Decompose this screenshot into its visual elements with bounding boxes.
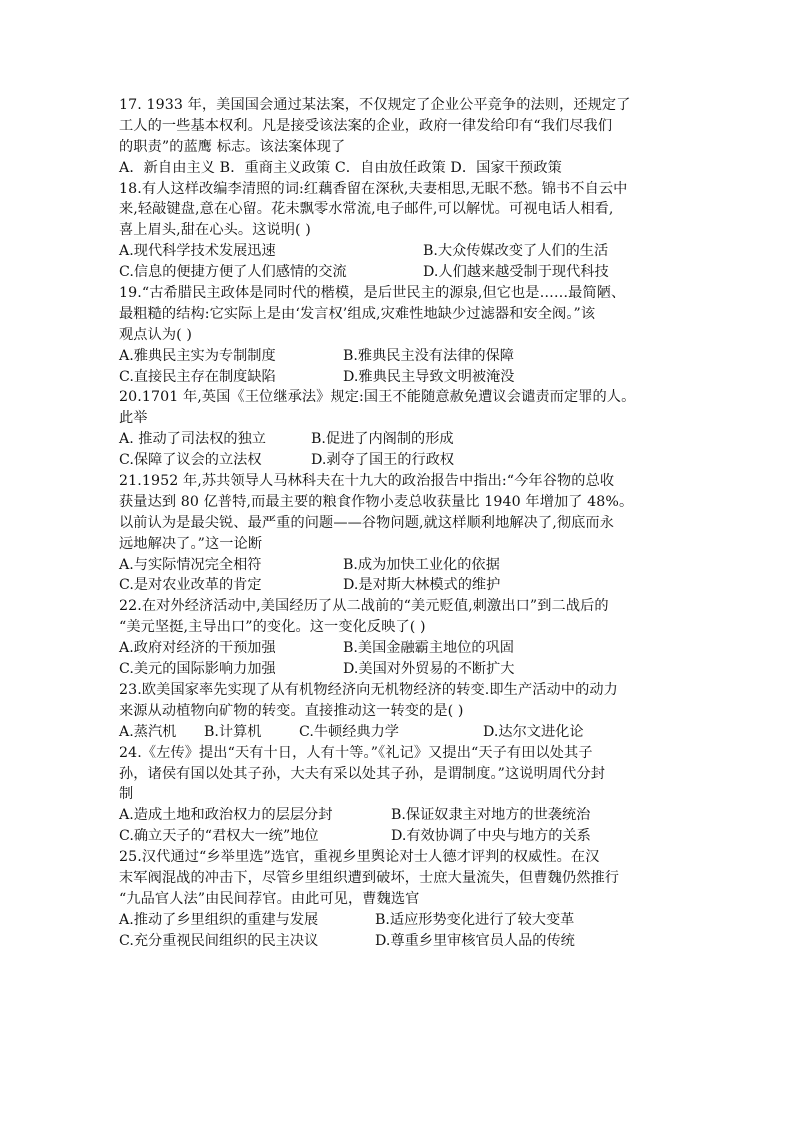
option-row [119,638,679,659]
question-text-line: 制 [119,786,134,803]
question-18 [119,179,679,283]
question-text-line: 21.1952 年,苏共领导人马林科夫在十九大的政治报告中指出:“今年谷物的总收 [119,473,615,490]
option-d: D.是对斯大林模式的维护 [343,577,501,594]
option-row [119,805,679,826]
option-c: C.充分重视民间组织的民主决议 [119,932,319,949]
question-text-line: 18.有人这样改编李清照的词:红藕香留在深秋,夫妻相思,无眠不愁。锦书不自云中 [119,180,628,197]
option-a: A.造成土地和政治权力的层层分封 [119,807,333,824]
question-19 [119,283,679,387]
question-text-line: “九品官人法”由民间荐官。由此可见，曹魏选官 [119,890,420,907]
exam-page [119,95,679,952]
option-row [119,575,679,596]
option-row [119,659,679,680]
option-row [119,931,679,952]
question-text-line: 19.“古希腊民主政体是同时代的楷模，是后世民主的源泉,但它也是……最简陋、 [119,285,626,302]
option-c: C.保障了议会的立法权 [119,452,262,469]
option-c: C.直接民主存在制度缺陷 [119,368,276,385]
question-text-line: 此举 [119,410,148,427]
option-a: A.现代科学技术发展迅速 [119,243,276,260]
question-22 [119,596,679,680]
question-text-line: 获量达到 80 亿普特,而最主要的粮食作物小麦总收获量比 1940 年增加了 48%。 [119,493,634,510]
option-b: B.美国金融霸主地位的巩固 [343,640,514,657]
option-b: B.计算机 [204,723,262,740]
option-row: A．新自由主义 B．重商主义政策 C．自由放任政策 D．国家干预政策 [119,159,562,176]
option-a: A.推动了乡里组织的重建与发展 [119,911,319,928]
option-c: C.美元的国际影响力加强 [119,661,276,678]
option-c: C.是对农业改革的肯定 [119,577,262,594]
question-text-line: 工人的一些基本权利。凡是接受该法案的企业，政府一律发给印有“我们尽我们 [119,117,613,134]
question-text-line: 观点认为( ) [119,326,193,343]
option-row [119,262,679,283]
option-b: B.适应形势变化进行了较大变革 [375,911,575,928]
option-a: A. 推动了司法权的独立 [119,431,266,448]
option-a: A.蒸汽机 [119,723,177,740]
question-text-line: 孙，诸侯有国以处其子孙，大夫有采以处其子孙，是谓制度。”这说明周代分封 [119,765,606,782]
option-b: B.雅典民主没有法律的保障 [343,347,514,364]
option-d: D.人们越来越受制于现代科技 [423,264,609,281]
option-d: D.剥夺了国王的行政权 [311,452,455,469]
question-text-line: 末军阀混战的冲击下，尽管乡里组织遭到破坏，士庶大量流失，但曹魏仍然推行 [119,869,620,886]
option-d: D.有效协调了中央与地方的关系 [391,828,591,845]
option-row [119,367,679,388]
option-c: C.确立天子的“君权大一统”地位 [119,828,319,845]
option-row [119,346,679,367]
question-text-line: 22.在对外经济活动中,美国经历了从二战前的“美元贬值,刺激出口”到二战后的 [119,598,609,615]
question-text-line: 24.《左传》提出“天有十日，人有十等。”《礼记》又提出“天子有田以处其子 [119,744,593,761]
question-21 [119,471,679,596]
question-text-line: 17. 1933 年，美国国会通过某法案，不仅规定了企业公平竞争的法则，还规定了 [119,97,631,113]
option-d: D.尊重乡里审核官员人品的传统 [375,932,575,949]
question-17 [119,95,679,179]
option-d: D.达尔文进化论 [483,723,584,740]
option-row [119,826,679,847]
option-a: A.政府对经济的干预加强 [119,640,276,657]
question-24 [119,743,679,847]
option-a: A.雅典民主实为专制制度 [119,347,276,364]
option-row [119,241,679,262]
option-b: B.成为加快工业化的依据 [343,556,500,573]
question-text-line: 远地解决了。”这一论断 [119,535,263,552]
option-row [119,910,679,931]
option-row [119,555,679,576]
question-text-line: “美元坚挺,主导出口”的变化。这一变化反映了( ) [119,619,426,636]
question-text-line: 来,轻敲键盘,意在心留。花未飘零水常流,电子邮件,可以解忧。可视电话人相看, [119,201,614,218]
question-text-line: 以前认为是最尖锐、最严重的问题——谷物问题,就这样顺利地解决了,彻底而永 [119,514,614,531]
option-d: D.雅典民主导致文明被淹没 [343,368,515,385]
question-20 [119,387,679,471]
question-25 [119,847,679,951]
option-row [119,450,679,471]
question-text-line: 来源从动植物向矿物的转变。直接推动这一转变的是( ) [119,702,464,719]
question-text-line: 25.汉代通过“乡举里选”选官，重视乡里舆论对士人德才评判的权威性。在汉 [119,849,600,866]
option-c: C.信息的便捷方便了人们感情的交流 [119,264,347,281]
option-b: B.保证奴隶主对地方的世袭统治 [391,807,591,824]
option-b: B.促进了内阁制的形成 [311,431,454,448]
question-text-line: 的职责”的蓝鹰 标志。该法案体现了 [119,138,346,155]
question-text-line: 23.欧美国家率先实现了从有机物经济向无机物经济的转变.即生产活动中的动力 [119,681,618,698]
question-text-line: 最粗糙的结构:它实际上是由‘发言权’组成,灾难性地缺少过滤器和安全阀。”该 [119,305,596,322]
option-a: A.与实际情况完全相符 [119,556,262,573]
option-d: D.美国对外贸易的不断扩大 [343,661,515,678]
question-text-line: 喜上眉头,甜在心头。这说明( ) [119,222,311,239]
option-row [119,429,679,450]
question-text-line: 20.1701 年,英国《王位继承法》规定:国王不能随意赦免遭议会谴责而定罪的人。 [119,389,636,406]
option-row [119,722,679,743]
option-b: B.大众传媒改变了人们的生活 [423,243,609,260]
question-23 [119,680,679,743]
option-c: C.牛顿经典力学 [299,723,399,740]
